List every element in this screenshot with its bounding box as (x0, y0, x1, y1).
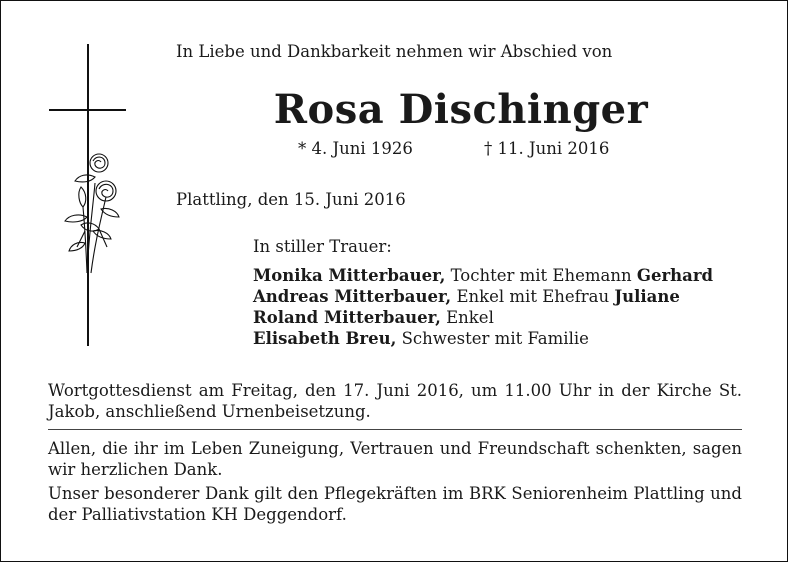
thanks-text: Allen, die ihr im Leben Zuneigung, Vertrauen und Freundschaft schenkten, sagen wir herzlichen Dank. (48, 439, 742, 479)
service-info: Wortgottesdienst am Freitag, den 17. Juni 2016, um 11.00 Uhr in der Kirche St. Jakob, anschließend Urnenbeisetzung. (48, 381, 742, 421)
mourner-partner: Gerhard (636, 266, 714, 285)
mourner-name: Monika Mitterbauer, (253, 266, 446, 285)
deceased-name: Rosa Dischinger (273, 86, 649, 133)
mourner-partner: Juliane (614, 287, 680, 306)
divider (48, 429, 742, 430)
mourner-name: Elisabeth Breu, (253, 329, 397, 348)
place-date: Plattling, den 15. Juni 2016 (176, 190, 406, 209)
death-date: † 11. Juni 2016 (484, 139, 610, 158)
mourner-relation: Enkel mit Ehefrau (456, 287, 610, 306)
mourner-name: Andreas Mitterbauer, (253, 287, 452, 306)
roses-icon (61, 147, 125, 279)
mourner-name: Roland Mitterbauer, (253, 308, 441, 327)
mourner-line (253, 328, 713, 349)
mourners-list (253, 265, 713, 349)
mourning-label: In stiller Trauer: (253, 237, 392, 256)
mourner-line (253, 286, 713, 307)
mourner-line (253, 265, 713, 286)
mourner-relation: Schwester mit Familie (401, 329, 589, 348)
mourner-line (253, 307, 713, 328)
mourner-relation: Tochter mit Ehemann (450, 266, 632, 285)
mourner-relation: Enkel (446, 308, 494, 327)
birth-date: * 4. Juni 1926 (298, 139, 413, 158)
special-thanks-text: Unser besonderer Dank gilt den Pflegekräften im BRK Seniorenheim Plattling und der Palliativstation KH Deggendorf. (48, 484, 742, 524)
intro-text: In Liebe und Dankbarkeit nehmen wir Abschied von (176, 42, 613, 61)
